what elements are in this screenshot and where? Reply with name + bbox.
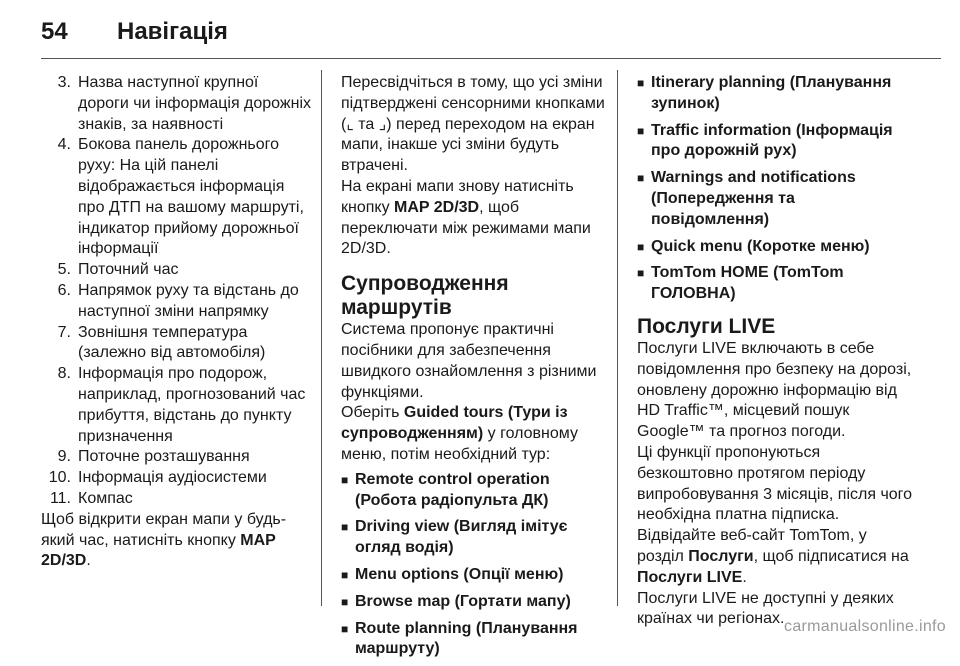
item-text: Route planning (Планування маршруту) — [355, 619, 578, 658]
bullet-square-icon: ■ — [341, 567, 349, 582]
text: у головному меню, потім необхідний тур: — [341, 425, 578, 463]
column-2 — [341, 73, 611, 666]
list-item — [341, 470, 611, 512]
list-item — [341, 565, 611, 586]
section-heading-live: Послуги LIVE — [637, 314, 776, 338]
item-text: Поточний час — [78, 261, 179, 279]
list-item — [41, 323, 311, 365]
item-text: Поточне розташування — [78, 448, 250, 466]
bullet-square-icon: ■ — [637, 123, 645, 138]
bullet-square-icon: ■ — [637, 76, 645, 90]
item-number: 7. — [57, 323, 71, 341]
map-open-paragraph — [41, 510, 311, 572]
bullet-square-icon: ■ — [637, 171, 645, 186]
map-button-ref: MAP 2D/3D — [394, 198, 480, 216]
live-intro-paragraph: Послуги LIVE включають в себе повідомлення про безпеку на дорозі, оновлену дорожню інформацію від HD Traffic™, місцевий пошук Google™ та прогноз погоди. — [637, 339, 912, 441]
text: . — [86, 552, 91, 570]
item-text: TomTom HOME (TomTom ГОЛОВНА) — [651, 264, 844, 303]
item-number: 11. — [49, 489, 71, 507]
confirm-paragraph: Пересвідчіться в тому, що усі зміни підтверджені сенсорними кнопками (⌞ та ⌟) перед переходом на екран мапи, інакше усі зміни будуть втрачені. — [341, 74, 605, 175]
list-item — [341, 619, 611, 661]
item-text: Напрямок руху та відстань до наступної зміни напрямку — [78, 281, 299, 320]
text: . — [742, 568, 747, 586]
page-number: 54 — [41, 18, 68, 45]
item-text: Інформація про подорож, наприклад, прогнозований час прибуття, відстань до пункту призначення — [78, 365, 306, 445]
column-divider — [321, 70, 322, 606]
bullet-square-icon: ■ — [341, 472, 349, 487]
item-text: Компас — [78, 489, 133, 507]
page-title: Навігація — [117, 18, 228, 45]
list-item — [41, 489, 311, 510]
text: Щоб відкрити екран мапи у будь-який час, натисніть кнопку — [41, 510, 287, 549]
column-divider — [617, 70, 618, 606]
list-item — [637, 121, 917, 163]
map-toggle-paragraph — [341, 177, 611, 260]
bullet-square-icon: ■ — [341, 621, 349, 636]
item-text: Quick menu (Коротке меню) — [651, 237, 870, 255]
guided-tours-ref: Guided tours (Тури із супроводженням) — [341, 404, 568, 443]
tour-list-continued — [637, 73, 917, 305]
list-item — [637, 263, 917, 305]
item-text: Зовнішня температура (залежно від автомобіля) — [78, 323, 266, 362]
item-text: Інформація аудіосистеми — [78, 469, 267, 487]
item-text: Traffic information (Інформація про дорожній рух) — [651, 121, 893, 160]
list-item — [41, 447, 311, 468]
item-text: Itinerary planning (Планування зупинок) — [651, 74, 892, 112]
header-rule — [41, 58, 941, 59]
list-item — [341, 592, 611, 613]
list-item — [41, 364, 311, 447]
item-number: 5. — [57, 261, 71, 279]
list-item — [41, 281, 311, 323]
tours-intro-paragraph: Система пропонує практичні посібники для забезпечення швидкого ознайомлення з різними функціями. — [341, 321, 597, 401]
item-number: 9. — [57, 448, 71, 466]
item-number: 10. — [48, 469, 71, 487]
item-text: Назва наступної крупної дороги чи інформація дорожніх знаків, за наявності — [78, 74, 311, 133]
item-text: Menu options (Опції меню) — [355, 565, 564, 583]
item-text: Warnings and notifications (Попередження та повідомлення) — [651, 169, 856, 228]
list-item — [41, 135, 311, 260]
tour-list — [341, 470, 611, 660]
list-item — [637, 237, 917, 258]
section-heading-tours: Супроводження маршрутів — [341, 272, 509, 320]
text: Ці функції пропонуються безкоштовно протягом періоду випробовування 3 місяців, після чого необхідна платна підписка. Відвідайте веб-сайт TomTom, у розділ — [637, 443, 913, 565]
column-1 — [41, 73, 311, 572]
watermark: carmanualsonline.info — [784, 618, 946, 635]
list-item — [637, 73, 917, 115]
text: , щоб переключати між режимами мапи 2D/3D. — [341, 198, 591, 258]
numbered-list — [41, 73, 311, 510]
bullet-square-icon: ■ — [341, 594, 349, 609]
item-text: Browse map (Гортати мапу) — [355, 592, 571, 610]
item-text: Driving view (Вигляд імітує огляд водія) — [355, 518, 568, 557]
services-ref: Послуги — [688, 547, 754, 565]
live-availability-paragraph: Послуги LIVE не доступні у деяких країнах чи регіонах. — [637, 589, 894, 628]
item-text: Бокова панель дорожнього руху: На цій панелі відображається інформація про ДТП на вашому маршруті, індикатор прийому дорожньої інформації — [78, 136, 304, 258]
text: , щоб підписатися на — [753, 547, 909, 565]
tours-select-paragraph — [341, 403, 611, 465]
list-item — [41, 260, 311, 281]
live-subscription-paragraph — [637, 443, 917, 589]
list-item — [637, 168, 917, 230]
text: На екрані мапи знову натисніть кнопку — [341, 177, 574, 216]
text: Оберіть — [341, 404, 404, 422]
list-item — [41, 468, 311, 489]
item-text: Remote control operation (Робота радіопульта ДК) — [355, 470, 550, 509]
item-number: 8. — [57, 365, 71, 383]
item-number: 6. — [57, 281, 71, 299]
list-item — [341, 517, 611, 559]
bullet-square-icon: ■ — [637, 266, 645, 281]
live-services-ref: Послуги LIVE — [637, 568, 743, 586]
bullet-square-icon: ■ — [341, 520, 349, 535]
item-number: 3. — [57, 74, 71, 91]
bullet-square-icon: ■ — [637, 239, 645, 254]
column-3 — [637, 73, 917, 630]
page-header — [41, 12, 228, 52]
list-item — [41, 73, 311, 135]
item-number: 4. — [57, 136, 71, 154]
map-button-ref: MAP 2D/3D — [41, 531, 276, 570]
